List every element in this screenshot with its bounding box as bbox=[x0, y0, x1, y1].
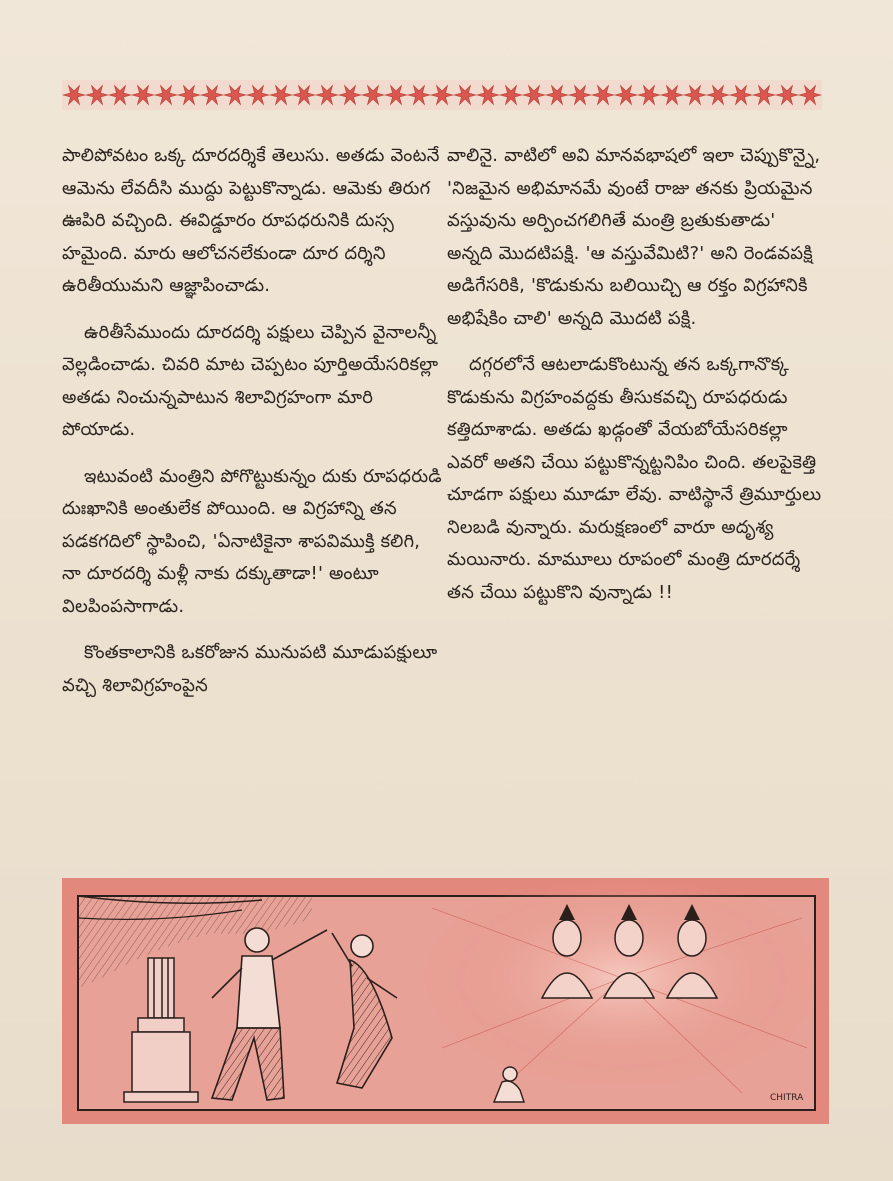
left-paragraph-4: కొంతకాలానికి ఒకరోజున మునుపటి మూడుపక్షులూ వచ్చి శిలావిగ్రహంపైన bbox=[62, 642, 438, 696]
left-column bbox=[62, 140, 442, 702]
right-paragraph-1: వాలినై. వాటిలో అవి మానవభాషలో ఇలా చెప్పుకొన్నై, 'నిజమైన అభిమానమే వుంటే రాజు తనకు ప్రియమైన వస్తువును అర్పించగలిగితే మంత్రి బ్రతుకుతాడు' అన్నది మొదటిపక్షి. 'ఆ వస్తువేమిటి?' అని రెండవపక్షి అడిగేసరికి, 'కొడుకును బలియిచ్చి ఆ రక్తం విగ్రహానికి అభిషేకిం చాలి' అన్నది మొదటి పక్షి. bbox=[447, 145, 821, 329]
left-paragraph-2: ఉరితీసేముందు దూరదర్శి పక్షులు చెప్పిన వైనాలన్నీ వెల్లడించాడు. చివరి మాట చెప్పటం పూర్తిఅయేసరికల్లా అతడు నించున్నపాటున శిలావిగ్రహంగా మారి పోయాడు. bbox=[62, 321, 439, 440]
decorative-border bbox=[62, 80, 822, 110]
left-paragraph-1: పాలిపోవటం ఒక్క దూరదర్శికే తెలుసు. అతడు వెంటనే ఆమెను లేవదీసి ముద్దు పెట్టుకొన్నాడు. ఆమెకు తిరుగ ఊపిరి వచ్చింది. ఈవిడ్డూరం రూపధరునికి దుస్స హమైంది. మారు ఆలోచనలేకుండా దూర దర్శిని ఉరితీయుమని ఆజ్ఞాపించాడు. bbox=[62, 145, 440, 296]
right-paragraph-2: దగ్గరలోనే ఆటలాడుకొంటున్న తన ఒక్కగానొక్క కొడుకును విగ్రహంవద్దకు తీసుకవచ్చి రూపధరుడు కత్తిదూశాడు. అతడు ఖడ్గంతో వేయబోయేసరికల్లా ఎవరో అతని చేయి పట్టుకొన్నట్టనిపిం చింది. తలపైకెత్తి చూడగా పక్షులు మూడూ లేవు. వాటిస్థానే త్రిమూర్తులు నిలబడి వున్నారు. మరుక్షణంలో వారూ అదృశ్య మయినారు. మామూలు రూపంలో మంత్రి దూరదర్శే తన చేయి పట్టుకొని వున్నాడు !! bbox=[447, 354, 822, 603]
story-illustration bbox=[62, 878, 829, 1124]
right-column bbox=[447, 140, 827, 609]
illustration-signature: CHITRA bbox=[770, 1093, 804, 1103]
left-paragraph-3: ఇటువంటి మంత్రిని పోగొట్టుకున్నం దుకు రూపధరుడి దుఃఖానికి అంతులేక పోయింది. ఆ విగ్రహాన్ని తన పడకగదిలో స్థాపించి, 'ఏనాటికైనా శాపవిముక్తి కలిగి, నా దూరదర్శి మళ్లీ నాకు దక్కుతాడా!' అంటూ విలపింపసాగాడు. bbox=[62, 465, 442, 617]
